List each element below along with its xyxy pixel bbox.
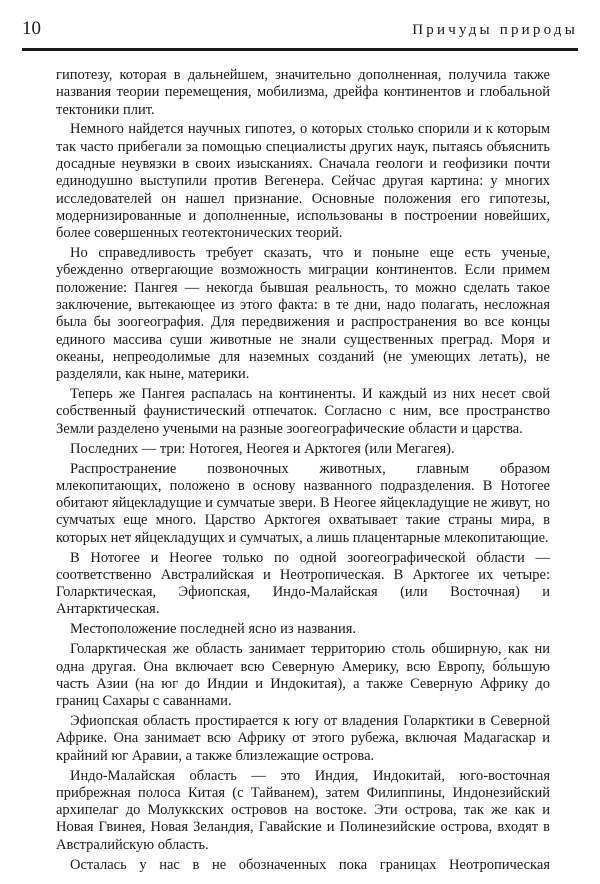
paragraph-5: Последних — три: Нотогея, Неогея и Арктогея (или Мегагея). <box>70 440 455 457</box>
paragraph-3: Но справедливость требует сказать, что и поныне еще есть ученые, убежденно отвергающие возможность миграции континентов. Если примем положение: Пангея — некогда бывшая реальность, то можно сделать такое заключение, вытекающее из этого факта: в те дни, надо полагать, несложная была бы зоогеография. Для передвижения и распространения во все концы единого массива суши животные не знали существенных преград. Моря и океаны, непреодолимые для наземных созданий (не умеющих летать), не разделяли, как ныне, материки. <box>56 245 550 383</box>
paragraph-10: Эфиопская область простирается к югу от владения Голарктики в Северной Африке. Она занимает всю Африку от этого рубежа, включая Мадагаскар и крайний юг Аравии, а также близлежащие острова. <box>56 713 550 764</box>
page-number: 10 <box>22 18 41 39</box>
paragraph-4: Теперь же Пангея распалась на континенты. И каждый из них несет свой собственный фаунистический отпечаток. Согласно с ним, все пространство Земли разделено учеными на разные зоогеографические области и царства. <box>56 386 550 437</box>
paragraph-11: Индо-Малайская область — это Индия, Индокитай, юго-восточная прибрежная полоса Китая (с Тайванем), затем Филиппины, Индонезийский архипелаг до Молуккских островов на востоке. Эти острова, так же как и Новая Гвинея, Новая Зеландия, Гавайские и Полинезийские острова, входят в Австралийскую область. <box>56 767 550 853</box>
paragraph-2: Немного найдется научных гипотез, о которых столько спорили и к которым так часто прибегали за помощью специалисты других наук, пытаясь объяснить досадные неувязки в своих изысканиях. Сначала геологи и геофизики почти единодушно выступили против Вегенера. Сейчас другая картина: у многих исследователей он нашел признание. Основные положения его гипотезы, модернизированные и дополненные, использованы в построении новейших, более совершенных геотектонических теорий. <box>56 121 550 242</box>
body-text <box>56 67 550 876</box>
paragraph-7: В Нотогее и Неогее только по одной зоогеографической области — соответственно Австралийская и Неотропическая. В Арктогее их четыре: Голарктическая, Эфиопская, Индо-Малайская (или Восточная) и Антарктическая. <box>56 549 550 618</box>
page-header <box>22 18 578 40</box>
header-rule <box>22 48 578 51</box>
paragraph-9: Голарктическая же область занимает территорию столь обширную, как ни одна другая. Она включает всю Северную Америку, всю Европу, бо́льшую часть Азии (на юг до Индии и Индокитая), а также Северную Африку до границ Сахары с саваннами. <box>56 641 550 710</box>
running-title: Причуды природы <box>412 22 578 38</box>
paragraph-12: Осталась у нас в не обозначенных пока границах Неотропическая <box>70 856 550 873</box>
paragraph-6: Распространение позвоночных животных, главным образом млекопитающих, положено в основу названного подразделения. В Нотогее обитают яйцекладущие и сумчатые звери. В Неогее яйцекладущие не живут, но сумчатых еще много. Царство Арктогея охватывает такие страны мира, в которых нет яйцекладущих и сумчатых, а лишь плацентарные млекопитающие. <box>56 460 550 546</box>
paragraph-1: гипотезу, которая в дальнейшем, значительно дополненная, получила также названия теории перемещения, мобилизма, дрейфа континентов и глобальной тектоники плит. <box>56 67 550 118</box>
paragraph-8: Местоположение последней ясно из названия. <box>70 621 357 638</box>
